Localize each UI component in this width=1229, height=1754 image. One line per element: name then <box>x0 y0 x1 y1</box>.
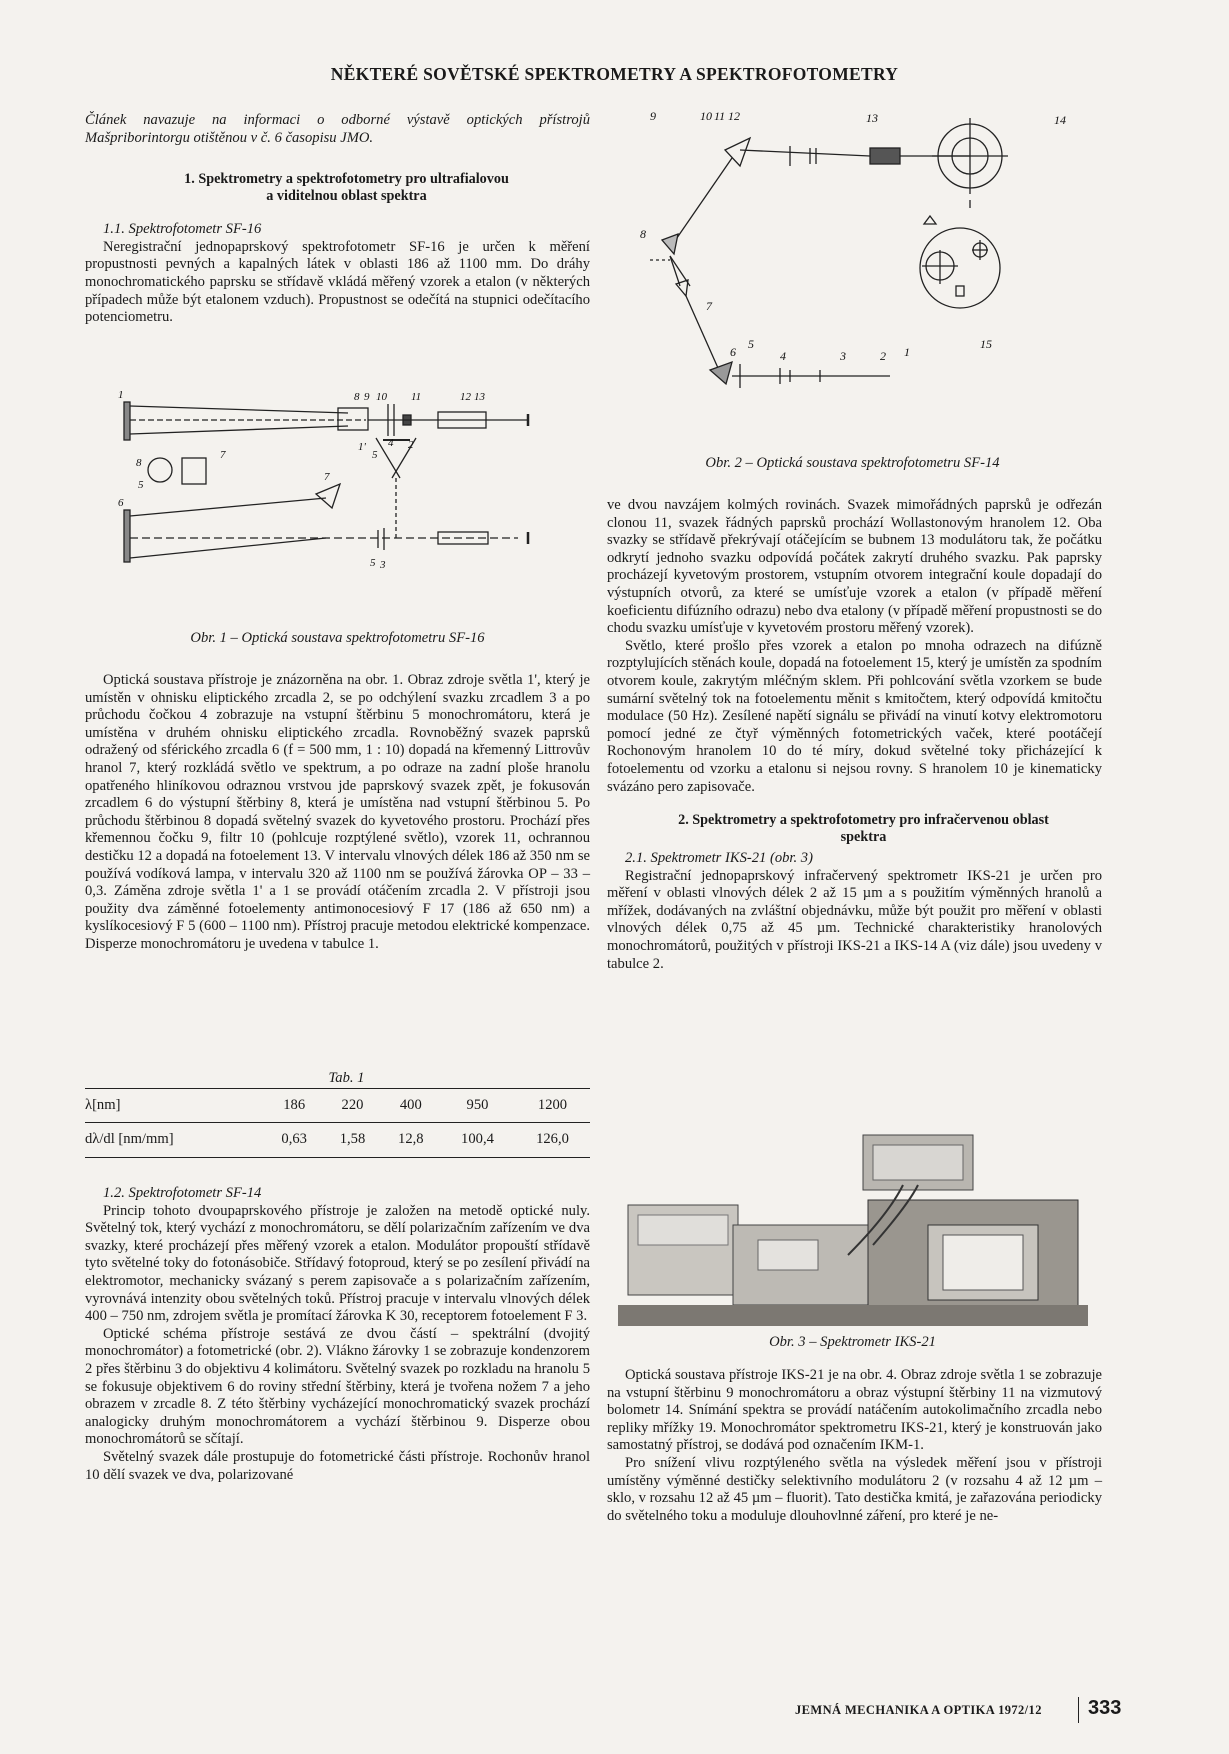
fig2-label-2: 2 <box>880 349 886 363</box>
iks21-paragraph: Registrační jednopaprskový infračervený spektrometr IKS-21 je určen pro měření v oblasti vlnových délek 2 až 15 µm a s použitím výměnných hranolů a mřížek, dodávaných na zvláštní objednávku, může být použit pro měření v oblasti vlnových délek 0,75 až 45 µm. Technické charakteristiky hranolových monochromátorů, použitých v přístroji IKS-21 a IKS-14 A (viz dále) jsou uvedeny v tabulce 2. <box>607 867 1102 972</box>
table-row <box>85 1123 590 1158</box>
footer-divider <box>1078 1697 1079 1723</box>
table-cell: 1200 <box>515 1088 590 1123</box>
fig1-label-13: 13 <box>474 391 485 403</box>
figure-1-diagram <box>118 388 558 608</box>
section2-heading-1: 2. Spektrometry a spektrofotometry pro infračervenou oblast <box>678 812 1049 829</box>
fig2-label-14: 14 <box>1054 113 1066 127</box>
fig2-label-3: 3 <box>840 349 846 363</box>
fig2-label-10: 10 <box>700 109 712 123</box>
fig1-label-12: 12 <box>460 391 471 403</box>
fig2-label-12: 12 <box>728 109 740 123</box>
fig2-label-5: 5 <box>748 337 754 351</box>
left-column-body <box>85 672 590 954</box>
right-column-body <box>607 497 1102 973</box>
table-cell: 0,63 <box>265 1123 323 1158</box>
fig2-label-7: 7 <box>706 299 712 313</box>
fig1-label-9: 9 <box>364 391 370 403</box>
fig2-label-15: 15 <box>980 337 992 351</box>
sf16-description: Neregistrační jednopaprskový spektrofotometr SF-16 je určen k měření propustnosti pevných a kapalných látek v oblasti 186 až 1100 mm. Do dráhy monochromatického paprsku se střídavě vkládá měřený vzorek a etalon (v některých případech může být etalonem vzduch). Propustnost se odečítá na stupnici odečítacího potenciometru. <box>85 238 590 326</box>
table-1 <box>85 1088 590 1158</box>
fig1-label-7-prism: 7 <box>324 471 330 483</box>
section1-heading-2: a viditelnou oblast spektra <box>266 188 427 205</box>
fig1-label-5: 5 <box>372 449 378 461</box>
sf14-paragraph-1: Princip tohoto dvoupaprskového přístroje je založen na metodě optické nuly. Světelný tok, který vychází z monochromátoru, se dělí polarizačním zařízením ve dva svazky, které procházejí přes měřený vzorek a etalon. Modulátor propouští střídavě tyto světelné toky do fotonásobiče. Střídavý fotoproud, který se po zesílení přivádí na elektromotor, mechanicky svázaný s perem zapisovače a s polarizačním zařízením, vyrovnává intenzity obou světelných toků. Přístroj pracuje v intervalu vlnových délek 400 – 750 nm, zdrojem světla je promítací žárovka K 30, receptorem fotoelement F 3. <box>85 1202 590 1325</box>
fig2-label-6: 6 <box>730 345 736 359</box>
table-1-block <box>85 1070 590 1158</box>
fig1-label-1: 1 <box>118 389 124 401</box>
page-number: 333 <box>1088 1697 1122 1719</box>
table-row <box>85 1088 590 1123</box>
fig1-label-5-bottom: 5 <box>370 557 376 569</box>
table-cell: dλ/dl [nm/mm] <box>85 1123 265 1158</box>
figure-3-caption: Obr. 3 – Spektrometr IKS-21 <box>769 1334 936 1350</box>
subsection-2-1: 2.1. Spektrometr IKS-21 (obr. 3) <box>625 850 813 867</box>
fig1-label-7: 7 <box>220 449 226 461</box>
fig1-label-5-left: 5 <box>138 479 144 491</box>
figure-3-photo <box>618 1115 1088 1326</box>
fig2-label-9: 9 <box>650 109 656 123</box>
fig1-label-3: 3 <box>380 559 386 571</box>
fig1-label-4: 4 <box>388 437 394 449</box>
table-cell: 100,4 <box>440 1123 515 1158</box>
figure-2-diagram <box>640 108 1080 448</box>
figure-2-caption: Obr. 2 – Optická soustava spektrofotometru SF-14 <box>705 455 1000 471</box>
fig1-label-11: 11 <box>411 391 422 403</box>
fig2-label-4: 4 <box>780 349 786 363</box>
table-cell: 186 <box>265 1088 323 1123</box>
right-paragraph-2: Světlo, které prošlo přes vzorek a etalon po mnoha odrazech na difúzně rozptylujících stěnách koule, dopadá na fotoelement 15, který je umístěn za spodním otvorem koule, zakrytým mléčným sklem. Při pohlcování světla vzorkem se bude sumární světelný tok na fotoelementu měnit s kmitočtem, který odpovídá kmitočtu modulace (50 Hz). Zesílené napětí signálu se přivádí na vinutí kotvy elektromotoru pomocí jedné ze čtyř výměnných fotometrických vaček, které pootáčejí Rochonovým hranolem 10 do té míry, dokud světelné toky přicházející k fotoelementu od vzorku a etalonu si nejsou rovny. S hranolem 10 je kinematicky svázáno pero zapisovače. <box>607 637 1102 795</box>
fig1-label-10: 10 <box>376 391 387 403</box>
fig2-label-1: 1 <box>904 345 910 359</box>
table-cell: 126,0 <box>515 1123 590 1158</box>
table-cell: λ[nm] <box>85 1088 265 1123</box>
left-column-sf14 <box>85 1185 590 1484</box>
sf14-paragraph-2: Optické schéma přístroje sestává ze dvou částí – spektrální (dvojitý monochromátor) a fotometrické (obr. 2). Vlákno žárovky 1 se zobrazuje kondenzorem 2 přes štěrbinu 3 do objektivu 4 kolimátoru. Světelný svazek po rozkladu na hranolu 5 se fokusuje objektivem 6 do roviny střední štěrbiny, která je tvořena nožem 7 a jeho obrazem v zrcadle 8. Z této štěrbiny vycházející monochromatický svazek prochází analogicky druhým monochromátorem a vychází štěrbinou 9. Disperze obou monochromátorů se sčítají. <box>85 1325 590 1448</box>
table-cell: 400 <box>382 1088 440 1123</box>
left-column-top <box>85 112 590 327</box>
left-paragraph-1: Optická soustava přístroje je znázorněna na obr. 1. Obraz zdroje světla 1', který je umístěn v ohnisku eliptického zrcadla 2, se po odchýlení svazku zrcadlem 3 a po průchodu čočkou 4 zobrazuje na vstupní štěrbinu 5 monochromátoru, která je umístěna v druhém ohnisku eliptického zrcadla. Rovnoběžný svazek paprsků odražený od sférického zrcadla 6 (f = 500 mm, 1 : 10) dopadá na křemenný Littrovův hranol 7, který rozkládá světlo ve spektrum, a po odraze na zadní ploše hranolu opatřeného hliníkovou odraznou vrstvou jde paprskový svazek zpět, je fokusován zrcadlem 6 do výstupní štěrbiny 8, která je umístěna nad vstupní štěrbinou 5. Po průchodu štěrbinou 8 dopadá světelný svazek do kyvetového prostoru. Prochází přes křemennou čočku 9, filtr 10 (pohlcuje rozptýlené světlo), vzorek 11, ochrannou destičku 12 a dopadá na fotoelement 13. V intervalu vlnových délek 186 až 350 nm se používá vodíková lampa, v intervalu 320 až 1100 nm se používá žárovka OP – 33 – 0,3. Záměna zdroje světla 1' a 1 se provádí otáčením zrcadla 2. V přístroji jsou použity dva záměnné fotoelementy antimonocesiový F 17 (186 až 650 nm) a kyslíkocesiový F 5 (600 – 1100 nm). Přístroj pracuje metodou elektrické kompenzace. Disperze monochromátoru je uvedena v tabulce 1. <box>85 672 590 952</box>
table-1-title: Tab. 1 <box>328 1070 365 1086</box>
table-cell: 220 <box>323 1088 381 1123</box>
journal-footer: JEMNÁ MECHANIKA A OPTIKA 1972/12 <box>795 1703 1042 1717</box>
fig1-label-1prime: 1' <box>358 441 366 453</box>
subsection-1-2: 1.2. Spektrofotometr SF-14 <box>103 1185 262 1201</box>
figure-1-caption: Obr. 1 – Optická soustava spektrofotometru SF-16 <box>190 630 485 646</box>
after-fig3-paragraph-1: Optická soustava přístroje IKS-21 je na obr. 4. Obraz zdroje světla 1 se zobrazuje na vstupní štěrbinu 9 monochromátoru a obraz výstupní štěrbiny 11 na vizmutový bolometr 14. Snímání spektra se provádí natáčením autokolimačního zrcadla nebo repliky mřížky 19. Monochromátor spektrometru IKS-21, který je konstruován jako samostatný přístroj, se dodává pod označením IKM-1. <box>607 1367 1102 1454</box>
table-cell: 12,8 <box>382 1123 440 1158</box>
right-column-bottom <box>607 1367 1102 1525</box>
sf14-paragraph-3: Světelný svazek dále prostupuje do fotometrické části přístroje. Rochonův hranol 10 dělí svazek ve dva, polarizované <box>85 1448 590 1483</box>
after-fig3-paragraph-2: Pro snížení vlivu rozptýleného světla na výsledek měření jsou v přístroji umístěny výměnné destičky selektivního modulátoru 2 (v rozsahu 4 až 12 µm – sklo, v rozsahu 12 až 45 µm – fluorit). Tato destička kmitá, je zařazována periodicky do světelného toku a moduluje dlouhovlnné záření, pro které je ne- <box>607 1454 1102 1524</box>
fig1-label-8: 8 <box>354 391 360 403</box>
fig2-label-8: 8 <box>640 227 646 241</box>
fig2-label-13: 13 <box>866 111 878 125</box>
right-paragraph-1: ve dvou navzájem kolmých rovinách. Svazek mimořádných paprsků je odřezán clonou 11, svazek řádných paprsků prochází Wollastonovým hranolem 12. Oba svazky se střídavě překrývají otáčejícím se bubnem 13 modulátoru tak, že počátku odkrytí jednoho svazku odpovídá počátek zakrytí druhého svazku. Pak paprsky procházejí kyvetovým prostorem, vstupním otvorem integrační koule dopadají do výstupních otvorů, za které se umísťuje vzorek a etalon (v případě měření koeficientu difúzního odrazu) nebo dva etalony (v případě měření propustnosti se do chodu svazku umísťuje v kyvetovém prostoru měřený vzorek). <box>607 497 1102 637</box>
section1-heading-1: 1. Spektrometry a spektrofotometry pro ultrafialovou <box>184 171 509 188</box>
intro-text: Článek navazuje na informaci o odborné výstavě optických přístrojů Mašpriborintorgu otištěnou v č. 6 časopisu JMO. <box>85 112 590 146</box>
fig1-label-6: 6 <box>118 497 124 509</box>
article-title: NĚKTERÉ SOVĚTSKÉ SPEKTROMETRY A SPEKTROFOTOMETRY <box>330 64 899 84</box>
section2-heading-2: spektra <box>840 829 887 846</box>
fig1-label-8-left: 8 <box>136 457 142 469</box>
table-cell: 950 <box>440 1088 515 1123</box>
fig2-label-11: 11 <box>714 109 726 123</box>
fig1-label-2: 2 <box>408 439 414 451</box>
subsection-1-1: 1.1. Spektrofotometr SF-16 <box>103 221 262 238</box>
table-cell: 1,58 <box>323 1123 381 1158</box>
